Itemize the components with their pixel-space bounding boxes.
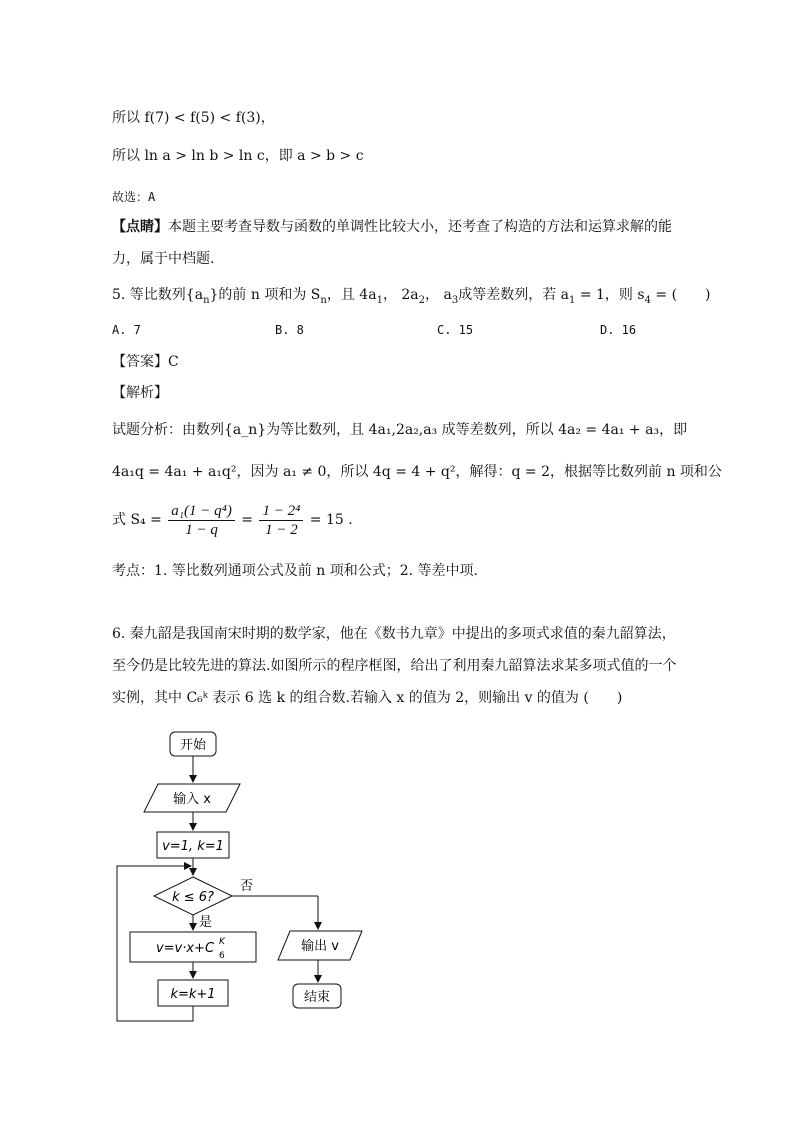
flowchart-output [278,931,362,960]
line-comment-cont: 力，属于中档题. [112,251,215,267]
ln-inequality: 所以 ln a > ln b > ln c [112,148,265,164]
analysis-label: 【解析】 [112,385,168,401]
flowchart-start [170,732,216,756]
option-b: B. 8 [275,323,304,337]
answer-label: 【答案】C [112,354,179,370]
question-6-line-3: 实例，其中 C₆ᵏ 表示 6 选 k 的组合数.若输入 x 的值为 2，则输出 v 的值为 ( ) [112,690,623,706]
flowchart-end [293,984,341,1008]
fraction-numeric: $\frac{\text{1 − 2⁴}}{1 - 2}$ [259,502,303,539]
svg-text:结束: 结束 [303,990,331,1005]
svg-text:输出 v: 输出 v [301,939,339,954]
question-6-line-1: 6. 秦九韶是我国南宋时期的数学家，他在《数书九章》中提出的多项式求值的秦九韶算法， [112,626,676,642]
kaodian: 考点：1. 等比数列通项公式及前 n 项和公式；2. 等差中项. [112,563,478,579]
fraction-formula: $\frac{\text{a₁(1 − q⁴)}}{1 - q}$ [168,502,235,539]
solution-line-1: 试题分析：由数列{a_n}为等比数列，且 4a₁,2a₂,a₃ 成等差数列，所以 4a₂ = 4a₁ + a₃，即 [112,422,688,438]
question-5: 5. 等比数列$\{a_n\}$的前 n 项和为 $S_n$，且 $4a_1$， $2a_2$， $a_3$成等差数列，若 $a_1 = 1$，则 $s_4$ = ( ) [112,287,711,306]
svg-text:k=k+1: k=k+1 [170,987,216,1002]
option-a: A. 7 [112,323,141,337]
line-comment [112,217,672,237]
svg-text:K: K [219,937,225,947]
svg-text:v=1, k=1: v=1, k=1 [162,839,224,854]
solution-line-3: 式 S₄ = $\frac{\text{a₁(1 − q⁴)}}{1 - q}$ = $\frac{\text{1 − 2⁴}}{1 - 2}$ = 15 . [112,502,353,538]
comment-label: 【点睛】 [112,219,168,235]
flowchart-increment [158,980,228,1006]
label-no: 否 [240,879,254,894]
line-conclusion-ln [112,146,364,166]
option-c: C. 15 [437,323,474,337]
comment-text: 本题主要考查导数与函数的单调性比较大小，还考查了构造的方法和运算求解的能 [168,219,672,235]
svg-text:输入 x: 输入 x [173,792,211,807]
question-6-line-2: 至今仍是比较先进的算法.如图所示的程序框图，给出了利用秦九韶算法求某多项式值的一个 [112,658,677,674]
flowchart-condition [154,877,232,915]
svg-text:v=v·x+C: v=v·x+C [155,941,215,956]
svg-text:6: 6 [219,951,225,961]
line-conclusion-f: 所以 f(7) < f(5) < f(3)， [112,110,275,126]
option-d: D. 16 [600,323,637,337]
line-answer-choice: 故选：A [112,190,156,204]
flowchart-input [144,784,240,812]
svg-text:k ≤ 6?: k ≤ 6? [172,890,214,905]
flowchart-update [130,932,256,962]
label-yes: 是 [199,915,213,930]
solution-line-2: 4a₁q = 4a₁ + a₁q²，因为 a₁ ≠ 0，所以 4q = 4 + q²，解得：q = 2，根据等比数列前 n 项和公 [112,464,722,480]
svg-text:开始: 开始 [179,738,207,753]
flowchart-init [157,832,229,858]
abc-inequality: ，即 a > b > c [264,148,364,164]
